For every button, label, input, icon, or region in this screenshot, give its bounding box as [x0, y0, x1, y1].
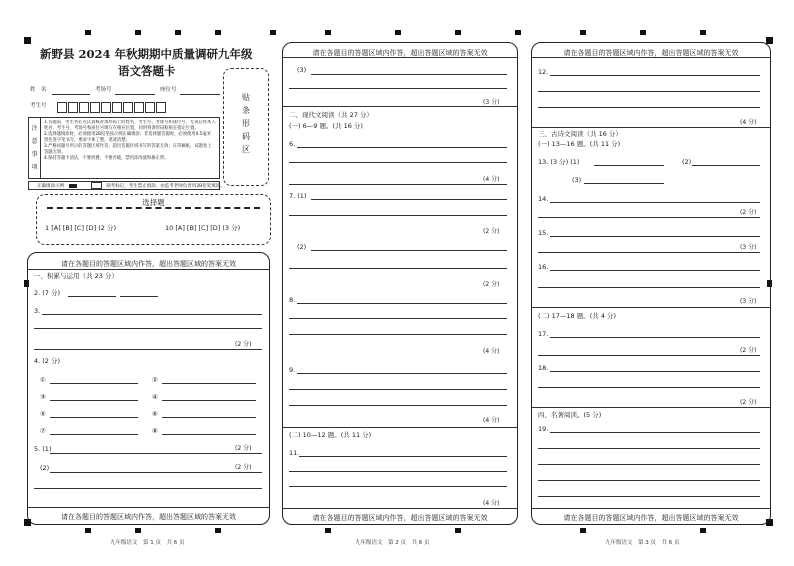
candidate-no-label: 考生号: [30, 103, 47, 109]
note-line: 3.严格按题号所示的答题区域作答，超出答题区域书写的答案无效；在草稿纸、试题卷上: [44, 144, 212, 149]
answer-line[interactable]: [289, 318, 507, 319]
seat-no-field[interactable]: [180, 94, 220, 95]
q3-label: 3.: [34, 307, 41, 315]
q13-blank[interactable]: [584, 183, 664, 184]
answer-line[interactable]: [538, 107, 760, 108]
divider: [28, 507, 269, 508]
circle-label: ②: [152, 376, 158, 384]
q18-label: 18.: [538, 364, 549, 372]
warning-bottom: 请在各题目的答题区域内作答，超出答题区域的答案无效: [312, 514, 488, 522]
q16-label: 16.: [538, 263, 549, 271]
warning-top: 请在各题目的答题区域内作答，超出答题区域的答案无效: [563, 49, 739, 57]
answer-line[interactable]: [538, 496, 760, 497]
score-label: (3 分): [740, 244, 757, 251]
q4-blank[interactable]: [50, 383, 138, 384]
answer-line[interactable]: [289, 215, 507, 216]
barcode-char: 贴: [242, 93, 250, 102]
score-label: (2 分): [740, 347, 757, 354]
warning-bottom: 请在各题目的答题区域内作答，超出答题区域的答案无效: [563, 514, 739, 522]
answer-line[interactable]: [538, 287, 760, 288]
q15-label: 15.: [538, 229, 549, 237]
choice-q10[interactable]: 10 [A] [B] [C] [D] (3 分): [165, 224, 241, 232]
q6-label: 6.: [289, 140, 296, 148]
answer-line[interactable]: [538, 355, 760, 356]
answer-line[interactable]: [50, 472, 262, 473]
q5-label: 5. (1): [34, 445, 52, 453]
score-label: (2 分): [740, 209, 757, 216]
exam-subtitle: 语文答题卡: [118, 64, 176, 78]
answer-line[interactable]: [311, 250, 507, 251]
answer-line[interactable]: [311, 199, 507, 200]
divider: [283, 57, 517, 58]
q4-blank[interactable]: [50, 400, 138, 401]
q4-blank[interactable]: [50, 417, 138, 418]
note-line: 1.答题前，考生务必先认真核对条形码上的姓名、考生号、考场号和座位号，无误后将本人: [44, 120, 216, 125]
q9-label: 9.: [289, 366, 296, 374]
page-footer-1: 九年级语文 第 1 页 共 6 页: [110, 540, 185, 546]
answer-line[interactable]: [289, 389, 507, 390]
note-line: 姓名、考生号、考场号和座位号填写在相应位置，同时将条形码粘贴在指定位置。: [44, 126, 199, 131]
part3-label: (3): [297, 66, 307, 74]
notes-label-char: 注: [31, 125, 38, 132]
sub-2-title: (二) 17—18 题。(共 4 分): [538, 312, 617, 320]
section-4-title: 四、名著阅读。(5 分): [538, 411, 602, 419]
divider: [28, 269, 269, 270]
warning-top: 请在各题目的答题区域内作答，超出答题区域的答案无效: [312, 49, 488, 57]
q19-label: 19.: [538, 425, 549, 433]
divider: [283, 106, 517, 107]
note-line: 4.保持答题卡清洁，不要折叠、不要弄破，禁用涂改液和修正带。: [44, 156, 169, 161]
fill-example-mark: [69, 184, 77, 188]
q11-label: 11.: [289, 449, 300, 457]
divider: [532, 127, 770, 128]
answer-line[interactable]: [289, 471, 507, 472]
answer-line[interactable]: [297, 147, 507, 148]
answer-line[interactable]: [289, 268, 507, 269]
answer-line[interactable]: [550, 371, 760, 372]
q2-blank-1[interactable]: [68, 296, 116, 297]
q4-blank[interactable]: [162, 434, 256, 435]
fill-example-label: 正确填涂示例: [37, 184, 64, 189]
candidate-no-boxes[interactable]: [57, 98, 167, 117]
q7-2-label: (2): [297, 243, 307, 251]
answer-line[interactable]: [297, 373, 507, 374]
answer-line[interactable]: [550, 432, 760, 433]
answer-line[interactable]: [34, 488, 262, 489]
q5-2-label: (2): [40, 464, 50, 472]
answer-line[interactable]: [311, 74, 507, 75]
score-label: (3 分): [740, 298, 757, 305]
score-label: (4 分): [483, 176, 500, 183]
q7-label: 7. (1): [289, 192, 307, 200]
divider: [532, 508, 770, 509]
answer-line[interactable]: [289, 334, 507, 335]
answer-line[interactable]: [42, 314, 262, 315]
note-line: 2.选择题填涂时，必须使用2B铅笔按示例正确填涂；非选择题答题时，必须使用0.5毫米: [44, 132, 212, 137]
answer-line[interactable]: [538, 464, 760, 465]
notes-box: [28, 117, 220, 179]
score-label: (2 分): [483, 228, 500, 235]
answer-box-col1: [27, 252, 270, 525]
barcode-char: 码: [242, 132, 250, 141]
q4-blank[interactable]: [162, 383, 256, 384]
q2-label: 2. (7 分): [34, 289, 61, 297]
answer-line[interactable]: [550, 202, 760, 203]
answer-line[interactable]: [34, 328, 262, 329]
answer-line[interactable]: [50, 453, 262, 454]
exam-no-field[interactable]: [115, 94, 155, 95]
circle-label: ⑤: [40, 410, 46, 418]
circle-label: ①: [40, 376, 46, 384]
answer-box-col3: [531, 42, 771, 525]
warning-bottom: 请在各题目的答题区域内作答，超出答题区域的答案无效: [61, 513, 236, 521]
score-label: (2 分): [235, 464, 252, 471]
score-label: (4 分): [483, 417, 500, 424]
answer-box-col2: [282, 42, 518, 525]
circle-label: ④: [152, 393, 158, 401]
q2-blank-2[interactable]: [120, 296, 158, 297]
answer-line[interactable]: [538, 91, 760, 92]
barcode-char: 形: [242, 119, 250, 128]
q4-blank[interactable]: [50, 434, 138, 435]
answer-line[interactable]: [289, 184, 507, 185]
divider: [283, 508, 517, 509]
score-label: (3 分): [483, 99, 500, 106]
answer-line[interactable]: [289, 88, 507, 89]
notes-label-char: 意: [31, 138, 38, 145]
exam-no-label: 考场号: [95, 87, 112, 93]
section-2-title: 二、现代文阅读（共 27 分）: [289, 111, 373, 119]
score-label: (2 分): [483, 281, 500, 288]
q4-blank[interactable]: [162, 400, 256, 401]
barcode-area: [223, 68, 269, 186]
answer-line[interactable]: [289, 486, 507, 487]
section-1-title: 一、积累与运用（共 23 分）: [34, 272, 118, 280]
answer-line[interactable]: [550, 337, 760, 338]
answer-line[interactable]: [550, 75, 760, 76]
seat-no-label: 座位号: [160, 87, 177, 93]
q13-2-label: (2): [682, 158, 692, 166]
warning-top: 请在各题目的答题区域内作答，超出答题区域的答案无效: [61, 260, 236, 268]
notes-label-char: 项: [31, 164, 38, 171]
answer-line[interactable]: [538, 217, 760, 218]
score-label: (2 分): [235, 341, 252, 348]
choice-title: 选择题: [142, 198, 165, 207]
divider: [532, 307, 770, 308]
missing-exam-box[interactable]: [91, 182, 102, 189]
circle-label: ⑧: [152, 427, 158, 435]
answer-line[interactable]: [538, 387, 760, 388]
name-label: 姓 名: [30, 87, 47, 93]
sub-1-title: (一) 6—9 题。(共 16 分): [289, 122, 363, 130]
q12-label: 12.: [538, 68, 549, 76]
note-line: 答题无效。: [44, 150, 66, 155]
answer-line[interactable]: [538, 252, 760, 253]
choice-divider: [47, 207, 260, 209]
q4-blank[interactable]: [162, 417, 256, 418]
barcode-char: 条: [242, 106, 250, 115]
page-footer-2: 九年级语文 第 2 页 共 6 页: [355, 540, 430, 546]
answer-line[interactable]: [550, 236, 760, 237]
score-label: (4 分): [483, 500, 500, 507]
score-label: (4 分): [740, 119, 757, 126]
sub-1-title: (一) 13—16 题。(共 11 分): [538, 140, 621, 148]
answer-line[interactable]: [34, 349, 262, 350]
choice-box: [36, 194, 271, 245]
q4-label: 4. (2 分): [34, 357, 61, 365]
section-3-title: 三、古诗文阅读（共 16 分）: [538, 130, 622, 138]
circle-label: ⑥: [152, 410, 158, 418]
fill-example-row: [28, 181, 225, 190]
q13-label: 13. (3 分) (1): [538, 158, 580, 166]
score-label: (4 分): [483, 348, 500, 355]
q13-3-label: (3): [572, 176, 582, 184]
score-label: (2 分): [740, 399, 757, 406]
q13-blank[interactable]: [594, 165, 664, 166]
circle-label: ⑦: [40, 427, 46, 435]
score-label: (2 分): [235, 445, 252, 452]
q17-label: 17.: [538, 330, 549, 338]
answer-line[interactable]: [289, 405, 507, 406]
answer-line[interactable]: [289, 162, 507, 163]
answer-line[interactable]: [538, 448, 760, 449]
divider: [532, 57, 770, 58]
answer-line[interactable]: [299, 456, 507, 457]
q14-label: 14.: [538, 195, 549, 203]
divider: [283, 427, 517, 428]
note-line: 黑色签字笔书写，要求字体工整，笔迹清楚。: [44, 138, 130, 143]
notes-label-char: 事: [31, 151, 38, 158]
q13-blank[interactable]: [692, 165, 760, 166]
page-footer-3: 九年级语文 第 3 页 共 6 页: [605, 540, 680, 546]
missing-exam-note: 缺考标记，考生禁止填涂，由监考老师负责用2B铅笔填涂。: [106, 184, 225, 189]
answer-line[interactable]: [538, 480, 760, 481]
answer-line[interactable]: [550, 270, 760, 271]
circle-label: ③: [40, 393, 46, 401]
barcode-char: 区: [242, 145, 250, 154]
choice-q1[interactable]: 1 [A] [B] [C] [D] (2 分): [45, 224, 116, 232]
sub-2-title: (二) 10—12 题。(共 11 分): [289, 431, 372, 439]
divider: [532, 407, 770, 408]
answer-line[interactable]: [297, 303, 507, 304]
q8-label: 8.: [289, 296, 296, 304]
name-field[interactable]: [52, 94, 90, 95]
exam-title: 新野县 2024 年秋期期中质量调研九年级: [40, 47, 253, 61]
